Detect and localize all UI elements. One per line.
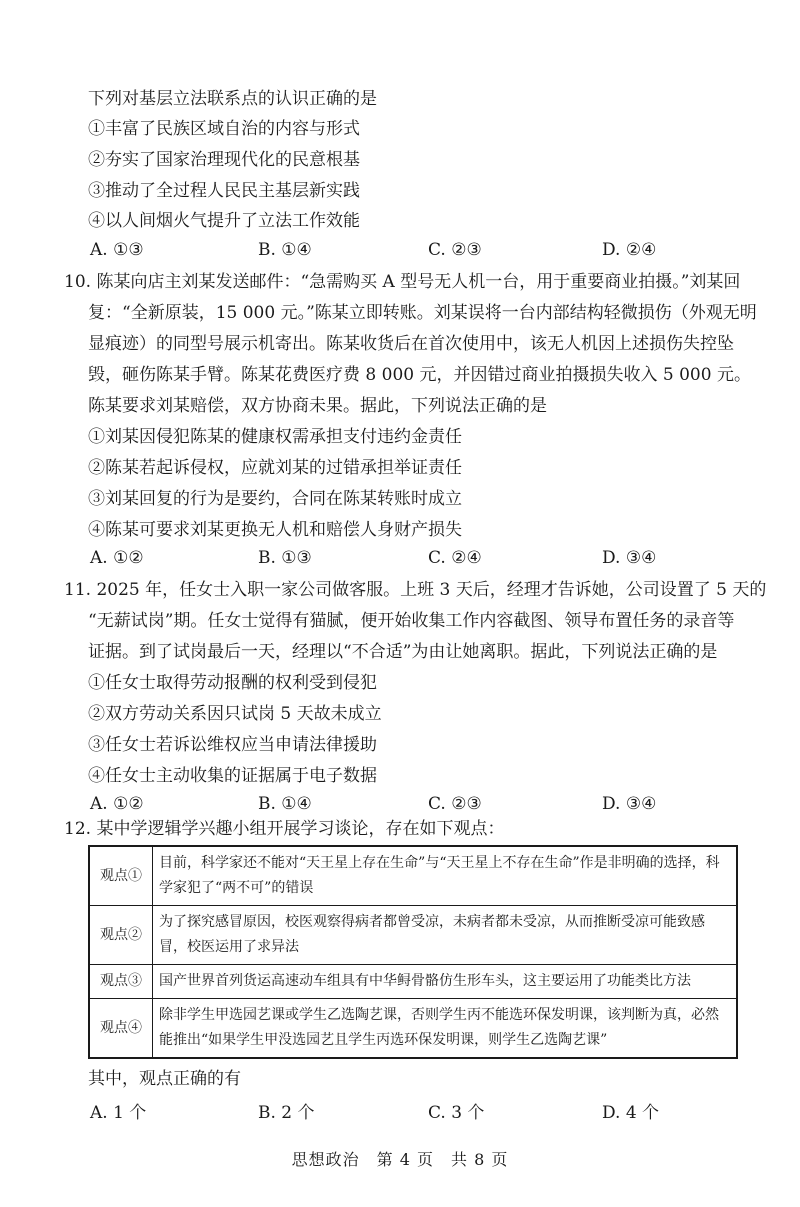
q10-stem-line-1: 10. 陈某向店主刘某发送邮件：“急需购买 A 型号无人机一台，用于重要商业拍摄。”刘某回 <box>64 272 741 292</box>
q9-choice-c: C. ②③ <box>428 240 482 260</box>
q9-choice-a: A. ①③ <box>90 240 144 260</box>
q9-choice-b: B. ①④ <box>258 240 312 260</box>
q11-stem-line-2: “无薪试岗”期。任女士觉得有猫腻，便开始收集工作内容截图、领导布置任务的录音等 <box>88 611 735 631</box>
q12-viewpoint-table <box>88 845 738 1059</box>
q10-option-3: ③刘某回复的行为是要约，合同在陈某转账时成立 <box>88 489 462 509</box>
q9-option-2: ②夯实了国家治理现代化的民意根基 <box>88 150 360 170</box>
q9-choice-d: D. ②④ <box>602 240 657 260</box>
q10-choices <box>90 548 690 572</box>
q12-choice-c: C. 3 个 <box>428 1103 485 1123</box>
q11-option-2: ②双方劳动关系因只试岗 5 天故未成立 <box>88 704 382 724</box>
q9-stem: 下列对基层立法联系点的认识正确的是 <box>88 89 377 109</box>
q11-option-4: ④任女士主动收集的证据属于电子数据 <box>88 766 377 786</box>
q10-choice-c: C. ②④ <box>428 548 482 568</box>
q9-option-1: ①丰富了民族区域自治的内容与形式 <box>88 119 360 139</box>
q11-choice-b: B. ①④ <box>258 794 312 814</box>
q11-stem-line-1: 11. 2025 年，任女士入职一家公司做客服。上班 3 天后，经理才告诉她，公司设置了 5 天的 <box>64 580 767 600</box>
viewpoint-label: 观点① <box>89 846 153 906</box>
q9-option-3: ③推动了全过程人民民主基层新实践 <box>88 181 360 201</box>
q12-tail: 其中，观点正确的有 <box>88 1069 241 1089</box>
q10-choice-b: B. ①③ <box>258 548 312 568</box>
q10-option-1: ①刘某因侵犯陈某的健康权需承担支付违约金责任 <box>88 427 462 447</box>
viewpoint-text: 除非学生甲选园艺课或学生乙选陶艺课，否则学生丙不能选环保发明课，该判断为真，必然能推出“如果学生甲没选园艺且学生丙选环保发明课，则学生乙选陶艺课” <box>153 999 738 1059</box>
table-row <box>89 999 737 1059</box>
viewpoint-label: 观点④ <box>89 999 153 1059</box>
q12-stem: 12. 某中学逻辑学兴趣小组开展学习谈论，存在如下观点： <box>64 819 505 839</box>
page-footer: 思想政治 第 4 页 共 8 页 <box>291 1150 509 1169</box>
viewpoint-label: 观点② <box>89 906 153 965</box>
table-row <box>89 965 737 999</box>
q9-option-4: ④以人间烟火气提升了立法工作效能 <box>88 211 360 231</box>
viewpoint-text: 目前，科学家还不能对“天王星上存在生命”与“天王星上不存在生命”作是非明确的选择，科学家犯了“两不可”的错误 <box>153 846 738 906</box>
q11-stem-line-3: 证据。到了试岗最后一天，经理以“不合适”为由让她离职。据此，下列说法正确的是 <box>88 642 718 662</box>
q12-choice-d: D. 4 个 <box>602 1103 660 1123</box>
q11-option-1: ①任女士取得劳动报酬的权利受到侵犯 <box>88 673 377 693</box>
q10-stem-line-3: 显痕迹）的同型号展示机寄出。陈某收货后在首次使用中，该无人机因上述损伤失控坠 <box>88 334 734 354</box>
q10-option-4: ④陈某可要求刘某更换无人机和赔偿人身财产损失 <box>88 520 462 540</box>
q11-choice-c: C. ②③ <box>428 794 482 814</box>
q10-stem-line-2: 复：“全新原装，15 000 元。”陈某立即转账。刘某误将一台内部结构轻微损伤（外观无明 <box>88 303 757 323</box>
q9-choices <box>90 240 690 264</box>
q12-choices <box>90 1098 690 1122</box>
q10-choice-a: A. ①② <box>90 548 144 568</box>
viewpoint-label: 观点③ <box>89 965 153 999</box>
q11-choice-a: A. ①② <box>90 794 144 814</box>
q12-choice-b: B. 2 个 <box>258 1103 315 1123</box>
viewpoint-text: 国产世界首列货运高速动车组具有中华鲟骨骼仿生形车头，这主要运用了功能类比方法 <box>153 965 738 999</box>
q11-choices <box>90 794 690 818</box>
q11-option-3: ③任女士若诉讼维权应当申请法律援助 <box>88 735 377 755</box>
q10-stem-line-5: 陈某要求刘某赔偿，双方协商未果。据此，下列说法正确的是 <box>88 396 547 416</box>
table-row <box>89 846 737 906</box>
viewpoint-text: 为了探究感冒原因，校医观察得病者都曾受凉，未病者都未受凉，从而推断受凉可能致感冒，校医运用了求异法 <box>153 906 738 965</box>
q10-stem-line-4: 毁，砸伤陈某手臂。陈某花费医疗费 8 000 元，并因错过商业拍摄损失收入 5 000 元。 <box>88 365 751 385</box>
q10-choice-d: D. ③④ <box>602 548 657 568</box>
q10-option-2: ②陈某若起诉侵权，应就刘某的过错承担举证责任 <box>88 458 462 478</box>
table-row <box>89 906 737 965</box>
q12-choice-a: A. 1 个 <box>90 1103 147 1123</box>
q11-choice-d: D. ③④ <box>602 794 657 814</box>
